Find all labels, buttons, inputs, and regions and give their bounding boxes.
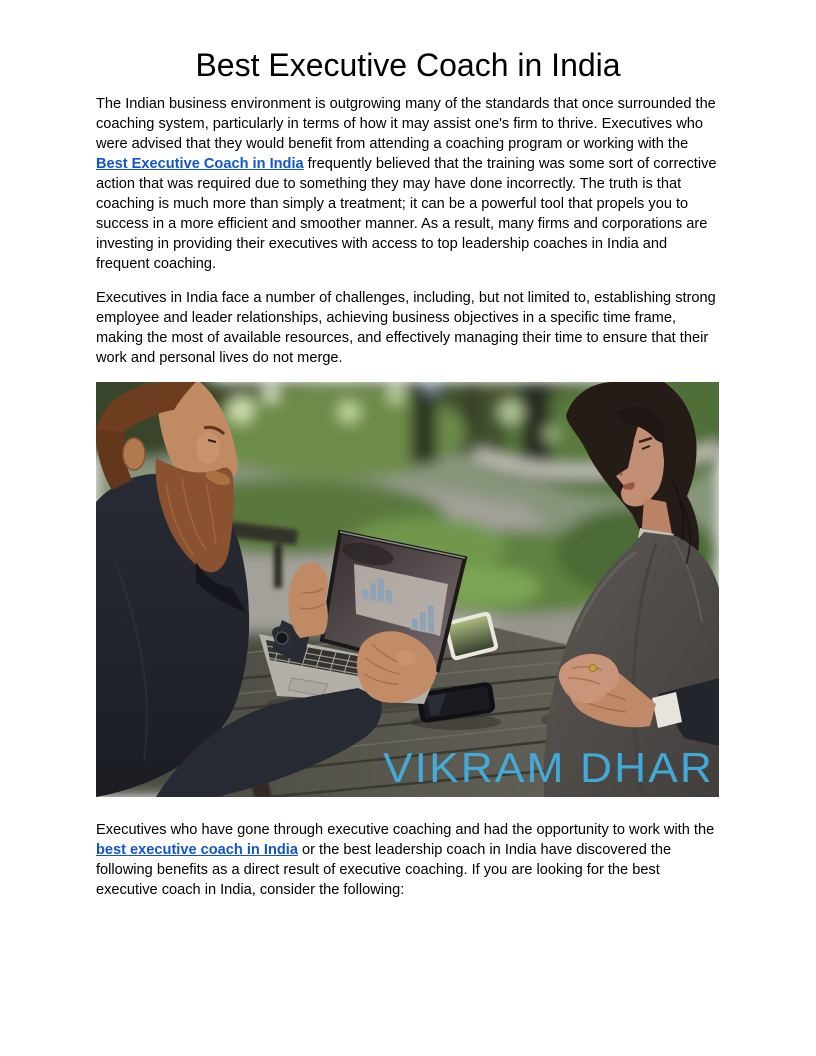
- man-ear: [123, 438, 145, 470]
- paragraph-challenges: [96, 288, 720, 368]
- gold-ring: [590, 665, 597, 672]
- photo-watermark: VIKRAM DHAR: [383, 744, 714, 791]
- paragraph-text: Executives who have gone through executive coaching and had the opportunity to work with the: [96, 822, 715, 838]
- paragraph-text: frequently believed that the training was some sort of corrective action that was required due to something they may have done incorrectly. The truth is that coaching is much more than simply a treatment; it can be a powerful tool that propels you to success in a more efficient and smoother manner. As a result, many firms and corporations are investing in providing their executives with access to top leadership coaches in India and frequent coaching.: [96, 156, 717, 272]
- paragraph-text: Executives in India face a number of challenges, including, but not limited to, establishing strong employee and leader relationships, achieving business objectives in a specific time frame, making the most of available resources, and effectively managing their time to ensure that their work and personal lives do not merge.: [96, 290, 716, 366]
- link-best-executive-coach-in-india[interactable]: Best Executive Coach in India: [96, 156, 304, 172]
- paragraph-benefits: [96, 820, 720, 900]
- article-image: [96, 382, 719, 797]
- paragraph-text: The Indian business environment is outgrowing many of the standards that once surrounded the coaching system, particularly in terms of how it may assist one's firm to thrive. Executives who were advised that they would benefit from attending a coaching program or working with the: [96, 96, 716, 152]
- paragraph-intro: [96, 94, 720, 274]
- photo-business-meeting: [96, 382, 719, 797]
- document-title: Best Executive Coach in India: [195, 47, 621, 83]
- link-best-executive-coach-lowercase[interactable]: best executive coach in India: [96, 842, 298, 858]
- paragraph-text: or the best leadership coach in India have discovered the following benefits as a direct result of executive coaching. If you are looking for the best executive coach in India, consider the following:: [96, 842, 672, 898]
